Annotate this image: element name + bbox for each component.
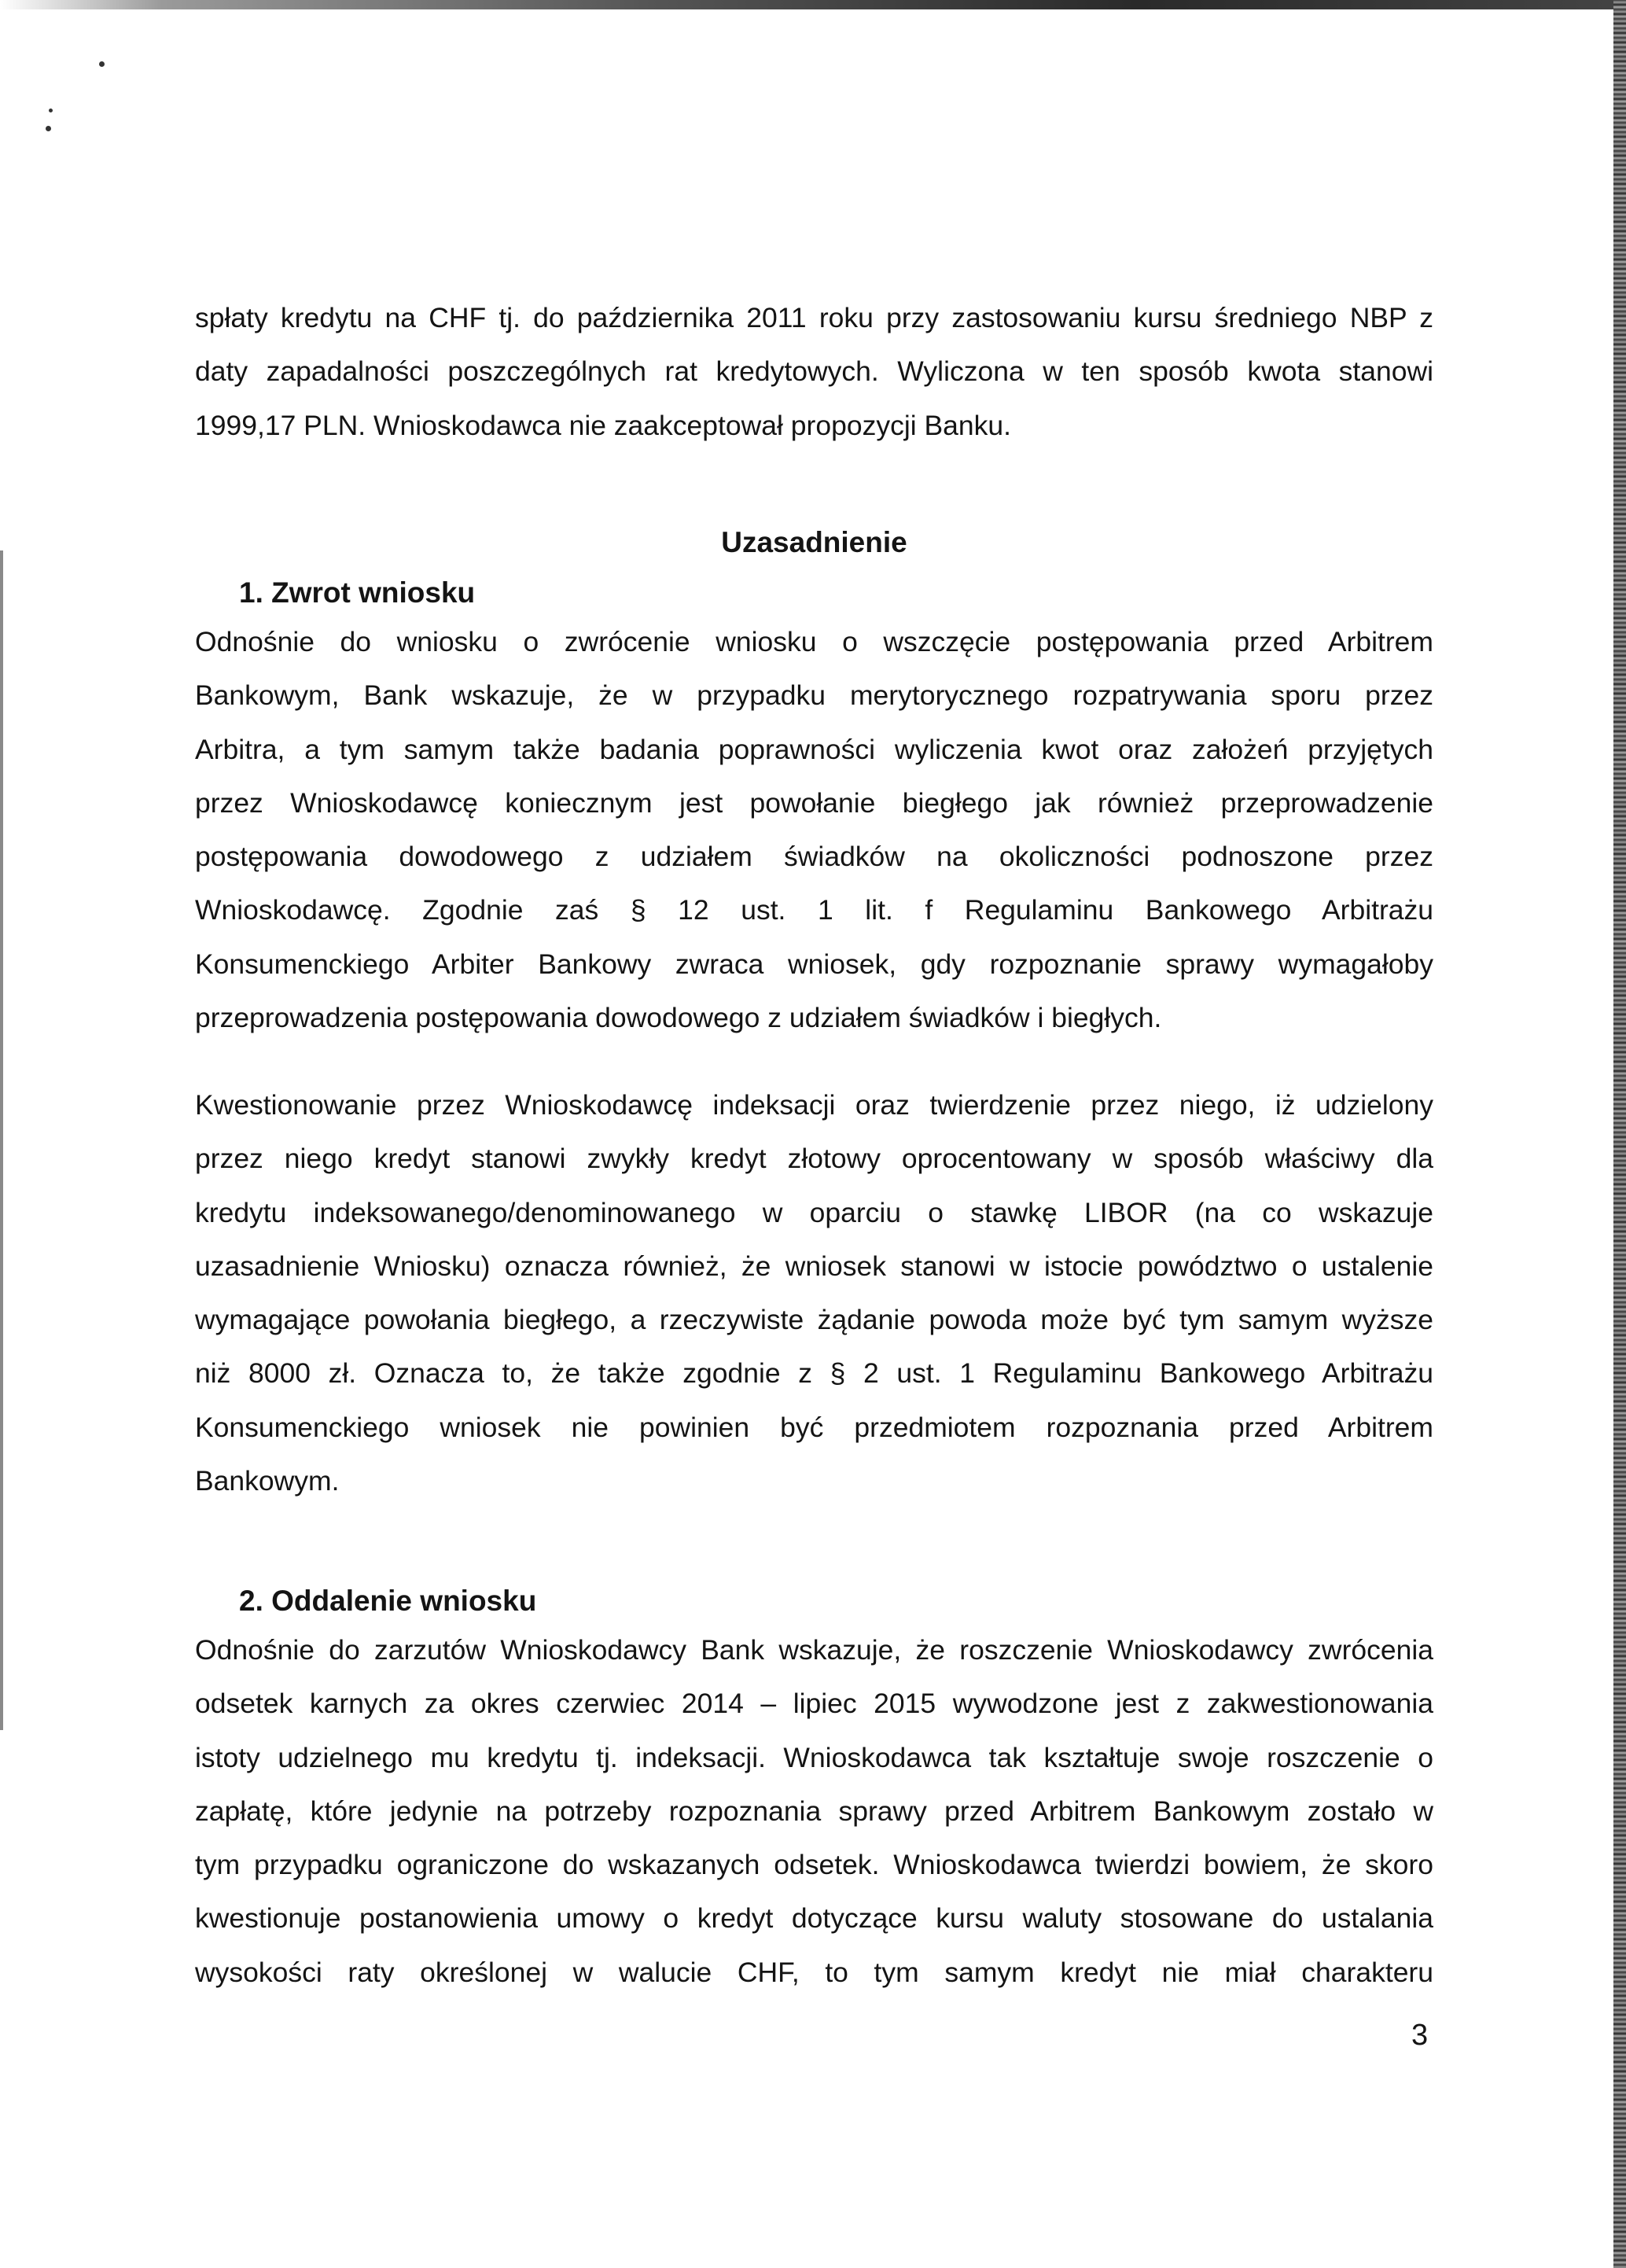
scan-speck — [99, 61, 105, 67]
text-line: Wnioskodawcę. Zgodnie zaś § 12 ust. 1 lit. f Regulaminu Bankowego Arbitrażu — [195, 894, 1433, 926]
text-line: spłaty kredytu na CHF tj. do października 2011 roku przy zastosowaniu kursu średniego NBP z — [195, 302, 1433, 333]
text-line: Konsumenckiego wniosek nie powinien być przedmiotem rozpoznania przed Arbitrem — [195, 1411, 1433, 1443]
text-line: Bankowym, Bank wskazuje, że w przypadku merytorycznego rozpatrywania sporu przez — [195, 679, 1433, 712]
text-line: daty zapadalności poszczególnych rat kredytowych. Wyliczona w ten sposób kwota stanowi — [195, 355, 1433, 388]
text-line: przeprowadzenia postępowania dowodowego z udziałem świadków i biegłych. — [195, 1002, 1162, 1034]
text-line: odsetek karnych za okres czerwiec 2014 – lipiec 2015 wywodzone jest z zakwestionowania — [195, 1688, 1433, 1720]
text-line: Kwestionowanie przez Wnioskodawcę indeksacji oraz twierdzenie przez niego, iż udzielony — [195, 1089, 1433, 1121]
scan-edge-right — [1613, 0, 1626, 2268]
scan-speck — [49, 109, 53, 112]
section1-paragraph-1 — [195, 615, 1433, 1044]
scan-edge-left — [0, 550, 3, 1730]
text-line: uzasadnienie Wniosku) oznacza również, że wniosek stanowi w istocie powództwo o ustalenie — [195, 1250, 1433, 1282]
text-line: istoty udzielnego mu kredytu tj. indeksacji. Wnioskodawca tak kształtuje swoje roszczenie o — [195, 1741, 1433, 1773]
text-line: niż 8000 zł. Oznacza to, że także zgodnie z § 2 ust. 1 Regulaminu Bankowego Arbitrażu — [195, 1357, 1433, 1390]
section-heading-2: 2. Oddalenie wniosku — [239, 1585, 537, 1617]
text-line: Bankowym. — [195, 1465, 340, 1497]
section1-paragraph-2 — [195, 1078, 1433, 1508]
section2-paragraph-1 — [195, 1623, 1433, 1999]
text-line: Konsumenckiego Arbiter Bankowy zwraca wniosek, gdy rozpoznanie sprawy wymagałoby — [195, 948, 1433, 980]
text-line: kredytu indeksowanego/denominowanego w oparciu o stawkę LIBOR (na co wskazuje — [195, 1196, 1433, 1228]
text-line: zapłatę, które jedynie na potrzeby rozpoznania sprawy przed Arbitrem Bankowym zostało w — [195, 1795, 1433, 1827]
section-heading-1: 1. Zwrot wniosku — [239, 576, 476, 609]
text-line: wymagające powołania biegłego, a rzeczywiste żądanie powoda może być tym samym wyższe — [195, 1304, 1433, 1336]
scan-edge-top — [0, 0, 1626, 9]
text-line: Odnośnie do wniosku o zwrócenie wniosku o wszczęcie postępowania przed Arbitrem — [195, 626, 1433, 657]
scan-speck — [46, 126, 51, 131]
text-line: przez Wnioskodawcę koniecznym jest powołanie biegłego jak również przeprowadzenie — [195, 786, 1433, 819]
text-line: Arbitra, a tym samym także badania poprawności wyliczenia kwot oraz założeń przyjętych — [195, 733, 1433, 765]
page-number: 3 — [1411, 2019, 1429, 2052]
text-line: 1999,17 PLN. Wnioskodawca nie zaakceptował propozycji Banku. — [195, 409, 1011, 441]
main-heading: Uzasadnienie — [721, 526, 907, 558]
continuation-paragraph — [195, 291, 1433, 452]
text-line: tym przypadku ograniczone do wskazanych odsetek. Wnioskodawca twierdzi bowiem, że skoro — [195, 1849, 1433, 1881]
text-line: wysokości raty określonej w walucie CHF, to tym samym kredyt nie miał charakteru — [195, 1956, 1433, 1988]
text-line: kwestionuje postanowienia umowy o kredyt dotyczące kursu waluty stosowane do ustalania — [195, 1902, 1433, 1935]
text-line: Odnośnie do zarzutów Wnioskodawcy Bank wskazuje, że roszczenie Wnioskodawcy zwrócenia — [195, 1634, 1433, 1666]
text-line: przez niego kredyt stanowi zwykły kredyt złotowy oprocentowany w sposób właściwy dla — [195, 1143, 1433, 1175]
text-line: postępowania dowodowego z udziałem świadków na okoliczności podnoszone przez — [195, 841, 1433, 873]
